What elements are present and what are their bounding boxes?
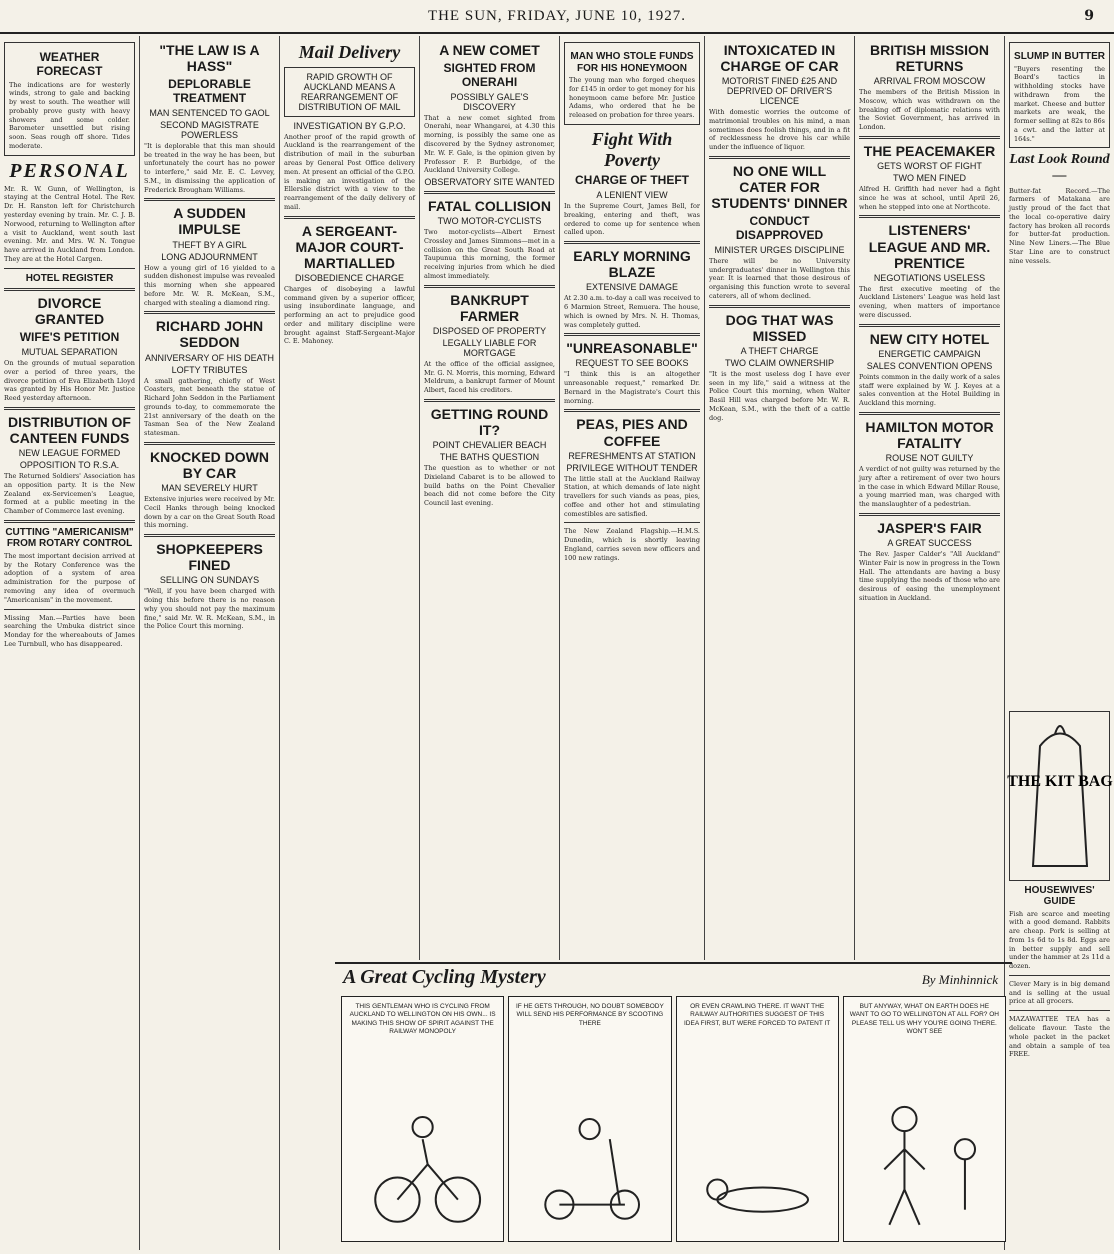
getting-sub: POINT CHEVALIER BEACH bbox=[432, 440, 547, 451]
shop-sub: SELLING ON SUNDAYS bbox=[159, 575, 260, 586]
sergeant-sub: DISOBEDIENCE CHARGE bbox=[294, 272, 405, 283]
column-2 bbox=[140, 36, 280, 1250]
comet-sub: SIGHTED FROM ONERAHI bbox=[443, 61, 536, 89]
divorce-sub: WIFE'S PETITION bbox=[19, 330, 120, 345]
seddon-body: A small gathering, chiefly of West Coasters, met beneath the statue of Richard John Seddon in the Parliament grounds to-day, to commemorate the 21st anniversary of the death on the Tasman Sea of the New Zealand statesman. bbox=[144, 376, 275, 438]
intox-title: INTOXICATED IN CHARGE OF CAR bbox=[720, 42, 839, 75]
cartoon-panel-3 bbox=[676, 996, 839, 1242]
intox-sub: MOTORIST FINED £25 AND DEPRIVED OF DRIVER'S LICENCE bbox=[721, 76, 838, 107]
shop-title: SHOPKEEPERS FINED bbox=[156, 541, 263, 574]
cartoon-caption-1: THIS GENTLEMAN WHO IS CYCLING FROM AUCKLAND TO WELLINGTON ON HIS OWN... IS MAKING THIS SHOW OF SPIRIT AGAINST THE RAILWAY MONOPOLY bbox=[349, 1003, 496, 1036]
comet-sub2: POSSIBLY GALE'S DISCOVERY bbox=[450, 91, 529, 112]
divorce-sub2: MUTUAL SEPARATION bbox=[21, 347, 118, 358]
hass-sub: DEPLORABLE TREATMENT bbox=[168, 77, 251, 105]
hamilton-sub: ROUSE NOT GUILTY bbox=[885, 453, 974, 464]
poverty-sub2: A LENIENT VIEW bbox=[596, 190, 668, 200]
personal-body: Mr. R. W. Gunn, of Wellington, is staying at the Central Hotel. The Rev. Dr. H. Ranston left for Christchurch yesterday evening by train. Mr. C. J. B. Norwood, returning to Wellington after a visit to Auckland, went south last evening. Mr. and Mrs. W. N. Tongue have arrived in Auckland from London. They are at the Hotel Cargen. bbox=[4, 184, 135, 263]
jasper-sub: A GREAT SUCCESS bbox=[887, 538, 972, 549]
hotel-body: Points common in the daily work of a sales staff were explained by W. J. Keyes at a sales convention at the Hotel Building in Auckland this morning. bbox=[859, 372, 1000, 408]
dinner-sub2: MINISTER URGES DISCIPLINE bbox=[714, 244, 845, 255]
column-1 bbox=[0, 36, 140, 1250]
car-title: KNOCKED DOWN BY CAR bbox=[150, 448, 269, 482]
peacemaker-sub: GETS WORST OF FIGHT bbox=[877, 161, 982, 172]
listeners-sub: NEGOTIATIONS USELESS bbox=[873, 272, 986, 283]
stole-title: MAN WHO STOLE FUNDS FOR HIS HONEYMOON bbox=[570, 51, 694, 74]
column-8 bbox=[1005, 36, 1114, 1250]
hamilton-body: A verdict of not guilty was returned by the jury after a retirement of over two hours in the case in which Edward Millar Rouse, a young married man, was charged with the manslaughter of a pedestrian. bbox=[859, 465, 1000, 509]
bankrupt-title: BANKRUPT FARMER bbox=[450, 291, 529, 324]
hamilton-title: HAMILTON MOTOR FATALITY bbox=[865, 418, 994, 451]
weather-body: The indications are for westerly winds, strong to gale and backing by west to south. The weather will probably prove gusty with heavy showers and some colder. Barometer unsettled but rising soon. Seas rough off shore. Tides moderate. bbox=[9, 80, 130, 150]
cartoon-caption-3: OR EVEN CRAWLING THERE. IT WANT THE RAILWAY AUTHORITIES SUGGEST OF THIS IDEA FIRST, BUT WERE FORCED TO PATENT IT bbox=[683, 1003, 831, 1027]
mission-sub: ARRIVAL FROM MOSCOW bbox=[873, 76, 986, 87]
blaze-body: At 2.30 a.m. to-day a call was received to 6 Marmion Street, Remuera. The house, which is owned by Mrs. N. H. Thomas, was completely gutted. bbox=[564, 294, 700, 329]
dog-body: "It is the most useless dog I have ever seen in my life," said a witness at the Police Court this morning, when Walter Basil Hill was charged before Mr. W. R. McKean, S.M., with the theft of a cattle dog. bbox=[709, 369, 850, 422]
masthead bbox=[0, 0, 1114, 34]
masthead-date: THE SUN, FRIDAY, JUNE 10, 1927. bbox=[427, 7, 687, 24]
getting-title: GETTING ROUND IT? bbox=[430, 405, 549, 439]
impulse-title: A SUDDEN IMPULSE bbox=[173, 205, 246, 238]
peas-title: PEAS, PIES AND COFFEE bbox=[576, 416, 688, 449]
cartoon-caption-4: BUT ANYWAY, WHAT ON EARTH DOES HE WANT TO GO TO WELLINGTON AT ALL FOR? OH PLEASE TELL US WHY YOU'RE GOING THERE. WON'T SEE bbox=[849, 1003, 999, 1036]
mission-body: The members of the British Mission in Moscow, which was withdrawn on the breaking off of diplomatic relations with the Soviet Government, has arrived in London. bbox=[859, 88, 1000, 132]
hotel-sub2: SALES CONVENTION OPENS bbox=[866, 360, 993, 371]
shop-body: "Well, if you have been charged with doing this before there is no reason why you should not pay the maximum fine," said Mr. W. R. McKean, S.M., in the Police Court this morning. bbox=[144, 587, 275, 631]
comet-body: That a new comet sighted from Onerahi, near Whangarei, at 4.30 this morning, is possibly the same one as discovered by the Sydney astronomer, Mr. W. F. Gale, is the opinion given by Professor F. P. Burbidge, of the Auckland University College. bbox=[424, 113, 555, 175]
missing-body: Missing Man.—Parties have been searching the Umbuka district since Monday for the whereabouts of James Lee Turnbull, who has disappeared. bbox=[4, 613, 135, 648]
seddon-sub: ANNIVERSARY OF HIS DEATH bbox=[144, 352, 275, 363]
fatal-title: FATAL COLLISION bbox=[428, 198, 551, 215]
column-3 bbox=[280, 36, 420, 960]
kitbag-title: THE KIT BAG bbox=[1006, 772, 1113, 790]
fatal-body: Two motor-cyclists—Albert Ernest Crossley and James Simmons—met in a collision on the Great South Road at Taupunua this morning, the former receiving injuries from which he died almost immediately. bbox=[424, 228, 555, 280]
cartoon-caption-2: IF HE GETS THROUGH, NO DOUBT SOMEBODY WILL SEND HIS PERFORMANCE BY SCOOTING THERE bbox=[515, 1003, 664, 1027]
canteen-title: DISTRIBUTION OF CANTEEN FUNDS bbox=[8, 413, 131, 447]
bankrupt-body: At the office of the official assignee, Mr. G. N. Morris, this morning, Edward Meldrum, a bankrupt farmer of Mount Albert, faced his creditors. bbox=[424, 359, 555, 395]
comet-title: A NEW COMET bbox=[439, 42, 540, 58]
cutting-body: The most important decision arrived at by the Rotary Conference was the adoption of a system of area administration for the purpose of removing any idea of overmuch "Americanism" in the movement. bbox=[4, 551, 135, 604]
unreasonable-title: "UNREASONABLE" bbox=[566, 340, 698, 357]
cartoon-panel-4 bbox=[843, 996, 1006, 1242]
column-5 bbox=[560, 36, 705, 960]
hotel-sub: ENERGETIC CAMPAIGN bbox=[878, 348, 981, 359]
observatory-sub: OBSERVATORY SITE WANTED bbox=[424, 177, 555, 188]
divorce-title: DIVORCE GRANTED bbox=[34, 295, 105, 328]
mission-title: BRITISH MISSION RETURNS bbox=[869, 42, 989, 75]
dog-title: DOG THAT WAS MISSED bbox=[725, 311, 834, 344]
peas-body: The little stall at the Auckland Railway Station, at which demands of late night travellers for such viands as peas, pies, coffee and other hot and stimulating comestibles are satisfied. bbox=[564, 474, 700, 518]
hass-sub3: SECOND MAGISTRATE POWERLESS bbox=[160, 119, 259, 140]
intox-body: With domestic worries the outcome of matrimonial troubles on his mind, a man sometimes does foolish things, and in a fit of recklessness he drove his car while under the influence of liquor. bbox=[709, 108, 850, 152]
cartoon-title: A Great Cycling Mystery bbox=[343, 966, 546, 988]
dinner-sub: CONDUCT DISAPPROVED bbox=[735, 214, 824, 243]
cartoon-panel-2 bbox=[508, 996, 671, 1242]
column-4 bbox=[420, 36, 560, 960]
poverty-body: In the Supreme Court, James Bell, for breaking, entering and theft, was ordered to come up for sentence when called upon. bbox=[564, 202, 700, 237]
hass-sub2: MAN SENTENCED TO GAOL bbox=[149, 107, 270, 118]
unreasonable-body: "I think this is an altogether unreasonable request," remarked Dr. Bernard in the Magistrate's Court this morning. bbox=[564, 370, 700, 405]
scooter-icon bbox=[509, 997, 670, 1241]
guide-title: HOUSEWIVES' GUIDE bbox=[1024, 884, 1095, 908]
mail-body: Another proof of the rapid growth of Auckland is the rearrangement of the distribution of mail in the suburban areas by General Post Office delivery men. At present an official of the G.P.O. is making an investigation of the Ellerslie district with a view to the rearrangement of the daily delivery of mail. bbox=[284, 132, 415, 211]
jasper-title: JASPER'S FAIR bbox=[877, 519, 982, 536]
dinner-title: NO ONE WILL CATER FOR STUDENTS' DINNER bbox=[711, 163, 848, 212]
unreasonable-sub: REQUEST TO SEE BOOKS bbox=[575, 358, 689, 369]
seddon-sub2: LOFTY TRIBUTES bbox=[171, 364, 248, 375]
canteen-body: The Returned Soldiers' Association has an opposition party. It is the New Zealand ex-Servicemen's League, formed at a public meeting in the Chamber of Commerce last evening. bbox=[4, 472, 135, 516]
peacemaker-sub2: TWO MEN FINED bbox=[893, 173, 966, 184]
impulse-sub2: LONG ADJOURNMENT bbox=[161, 251, 258, 262]
sergeant-title: A SERGEANT-MAJOR COURT-MARTIALLED bbox=[295, 222, 404, 271]
clever-body: Clever Mary is in big demand and is selling at the usual price at all grocers. bbox=[1009, 979, 1110, 1006]
page-number: 9 bbox=[1084, 8, 1094, 24]
lastlook-title: Last Look Round— bbox=[1009, 152, 1110, 184]
mail-sub: INVESTIGATION BY G.P.O. bbox=[293, 120, 406, 131]
lastlook-body: Butter-fat Record.—The farmers of Matakana are justly proud of the fact that the local co-operative dairy factory has broken all records for butter-fat production. Nine New Liners.—The Blue Star Line are to construct nine vessels. bbox=[1009, 186, 1110, 265]
cartoon-strip bbox=[335, 962, 1012, 1248]
impulse-sub: THEFT BY A GIRL bbox=[172, 239, 247, 250]
listeners-body: The first executive meeting of the Auckland Listeners' League was held last evening, when matters of importance were discussed. bbox=[859, 284, 1000, 319]
getting-sub2: THE BATHS QUESTION bbox=[439, 452, 540, 463]
mail-title: Mail Delivery bbox=[298, 42, 401, 62]
weather-title: WEATHER FORECAST bbox=[36, 50, 103, 78]
blaze-title: EARLY MORNING BLAZE bbox=[573, 248, 691, 281]
cutting-title: CUTTING "AMERICANISM" FROM ROTARY CONTROL bbox=[5, 526, 134, 550]
cyclist-icon bbox=[342, 997, 503, 1241]
stole-body: The young man who forged cheques for £145 in order to get money for his honeymoon came before Mr. Justice Adams, who ordered that he be released on probation for three years. bbox=[569, 76, 695, 120]
jasper-body: The Rev. Jasper Calder's "All Auckland" Winter Fair is now in progress in the Town Hall. The attendants are having a busy time supplying the needs of those who are desirous of easing the unemployment situation in Auckland. bbox=[859, 550, 1000, 602]
standing-man-icon bbox=[844, 997, 1005, 1241]
hass-body: "It is deplorable that this man should be treated in the way he has been, but unfortunately the court has no power to interfere," said Mr. E. C. Levvey, S.M., in dismissing the application of Frederick Brougham Williams. bbox=[144, 141, 275, 194]
canteen-sub: NEW LEAGUE FORMED bbox=[18, 448, 121, 459]
mail-box: RAPID GROWTH OF AUCKLAND MEANS A REARRANGEMENT OF DISTRIBUTION OF MAIL bbox=[284, 67, 415, 117]
slump-body: "Buyers resenting the Board's tactics in withholding stocks have withdrawn from the market. Cheese and butter markets are weak, the former selling at 82s to 86s a cwt. and the latter at 164s." bbox=[1014, 64, 1105, 143]
guide-body: Fish are scarce and meeting with a good demand. Rabbits are cheap. Pork is selling at from 1s 6d to 1s 8d. Eggs are in better supply and sell under the hammer at 2s 11d a dozen. bbox=[1009, 909, 1110, 971]
cartoon-byline: By Minhinnick bbox=[921, 972, 998, 987]
poverty-title: Fight With Poverty bbox=[591, 128, 673, 170]
canteen-sub2: OPPOSITION TO R.S.A. bbox=[19, 460, 120, 471]
personal-title: PERSONAL bbox=[9, 159, 130, 182]
seddon-title: RICHARD JOHN SEDDON bbox=[155, 318, 264, 351]
dinner-body: There will be no University undergraduates' dinner in Wellington this year. It is learned that those desirous of organising this function wrote to several caterers, all of whom declined. bbox=[709, 256, 850, 300]
peas-sub: REFRESHMENTS AT STATION bbox=[568, 450, 696, 461]
dog-sub2: TWO CLAIM OWNERSHIP bbox=[724, 357, 834, 368]
fatal-sub: TWO MOTOR-CYCLISTS bbox=[437, 216, 542, 227]
sergeant-body: Charges of disobeying a lawful command given by a superior officer, using insubordinate language, and performing an act to prejudice good order and military discipline were brought against Staff-Sergeant-Major C. E. Mahoney. bbox=[284, 284, 415, 346]
car-body: Extensive injuries were received by Mr. Cecil Hanks through being knocked down by a car on the Great South Road this morning. bbox=[144, 495, 275, 530]
hotel-register-title: HOTEL REGISTER bbox=[25, 272, 114, 284]
impulse-body: How a young girl of 16 yielded to a sudden dishonest impulse was revealed this morning when she appeared before Mr. W. R. McKean, S.M., charged with stealing a diamond ring. bbox=[144, 263, 275, 307]
getting-body: The question as to whether or not Dixieland Cabaret is to be allowed to build baths on the Point Chevalier beach did not come before the City Council last evening. bbox=[424, 464, 555, 508]
car-sub: MAN SEVERELY HURT bbox=[161, 483, 258, 494]
hotel-title: NEW CITY HOTEL bbox=[869, 330, 990, 347]
column-6 bbox=[705, 36, 855, 960]
slump-title: SLUMP IN BUTTER bbox=[1014, 51, 1105, 62]
flagship-body: The New Zealand Flagship.—H.M.S. Dunedin, which is shortly leaving England, carries seven new officers and 100 new ratings. bbox=[564, 527, 700, 562]
kitbag-illustration bbox=[1006, 711, 1113, 881]
peacemaker-title: THE PEACEMAKER bbox=[863, 143, 996, 160]
peas-sub2: PRIVILEGE WITHOUT TENDER bbox=[566, 462, 698, 473]
dog-sub: A THEFT CHARGE bbox=[740, 345, 819, 356]
kitbag-icon bbox=[1006, 716, 1113, 876]
maza-body: MAZAWATTEE TEA has a delicate flavour. Taste the whole packet in the packet and obtain a sample of tea FREE. bbox=[1009, 1015, 1110, 1059]
listeners-title: LISTENERS' LEAGUE AND MR. PRENTICE bbox=[868, 222, 991, 271]
blaze-sub: EXTENSIVE DAMAGE bbox=[585, 282, 679, 293]
peacemaker-body: Alfred H. Griffith had never had a fight since he was at school, until April 26, when he stepped into one at Northcote. bbox=[859, 185, 1000, 211]
bankrupt-sub: DISPOSED OF PROPERTY bbox=[432, 325, 547, 336]
hass-title: "THE LAW IS A HASS" bbox=[159, 42, 260, 75]
divorce-body: On the grounds of mutual separation over a period of three years, the divorce petition of Eva Elizabeth Lloyd was granted by His Honor Mr. Justice Reed yesterday afternoon. bbox=[4, 359, 135, 403]
crawling-man-icon bbox=[677, 997, 838, 1241]
poverty-sub: CHARGE OF THEFT bbox=[575, 173, 689, 188]
bankrupt-sub2: LEGALLY LIABLE FOR MORTGAGE bbox=[442, 337, 537, 358]
cartoon-panel-1 bbox=[341, 996, 504, 1242]
